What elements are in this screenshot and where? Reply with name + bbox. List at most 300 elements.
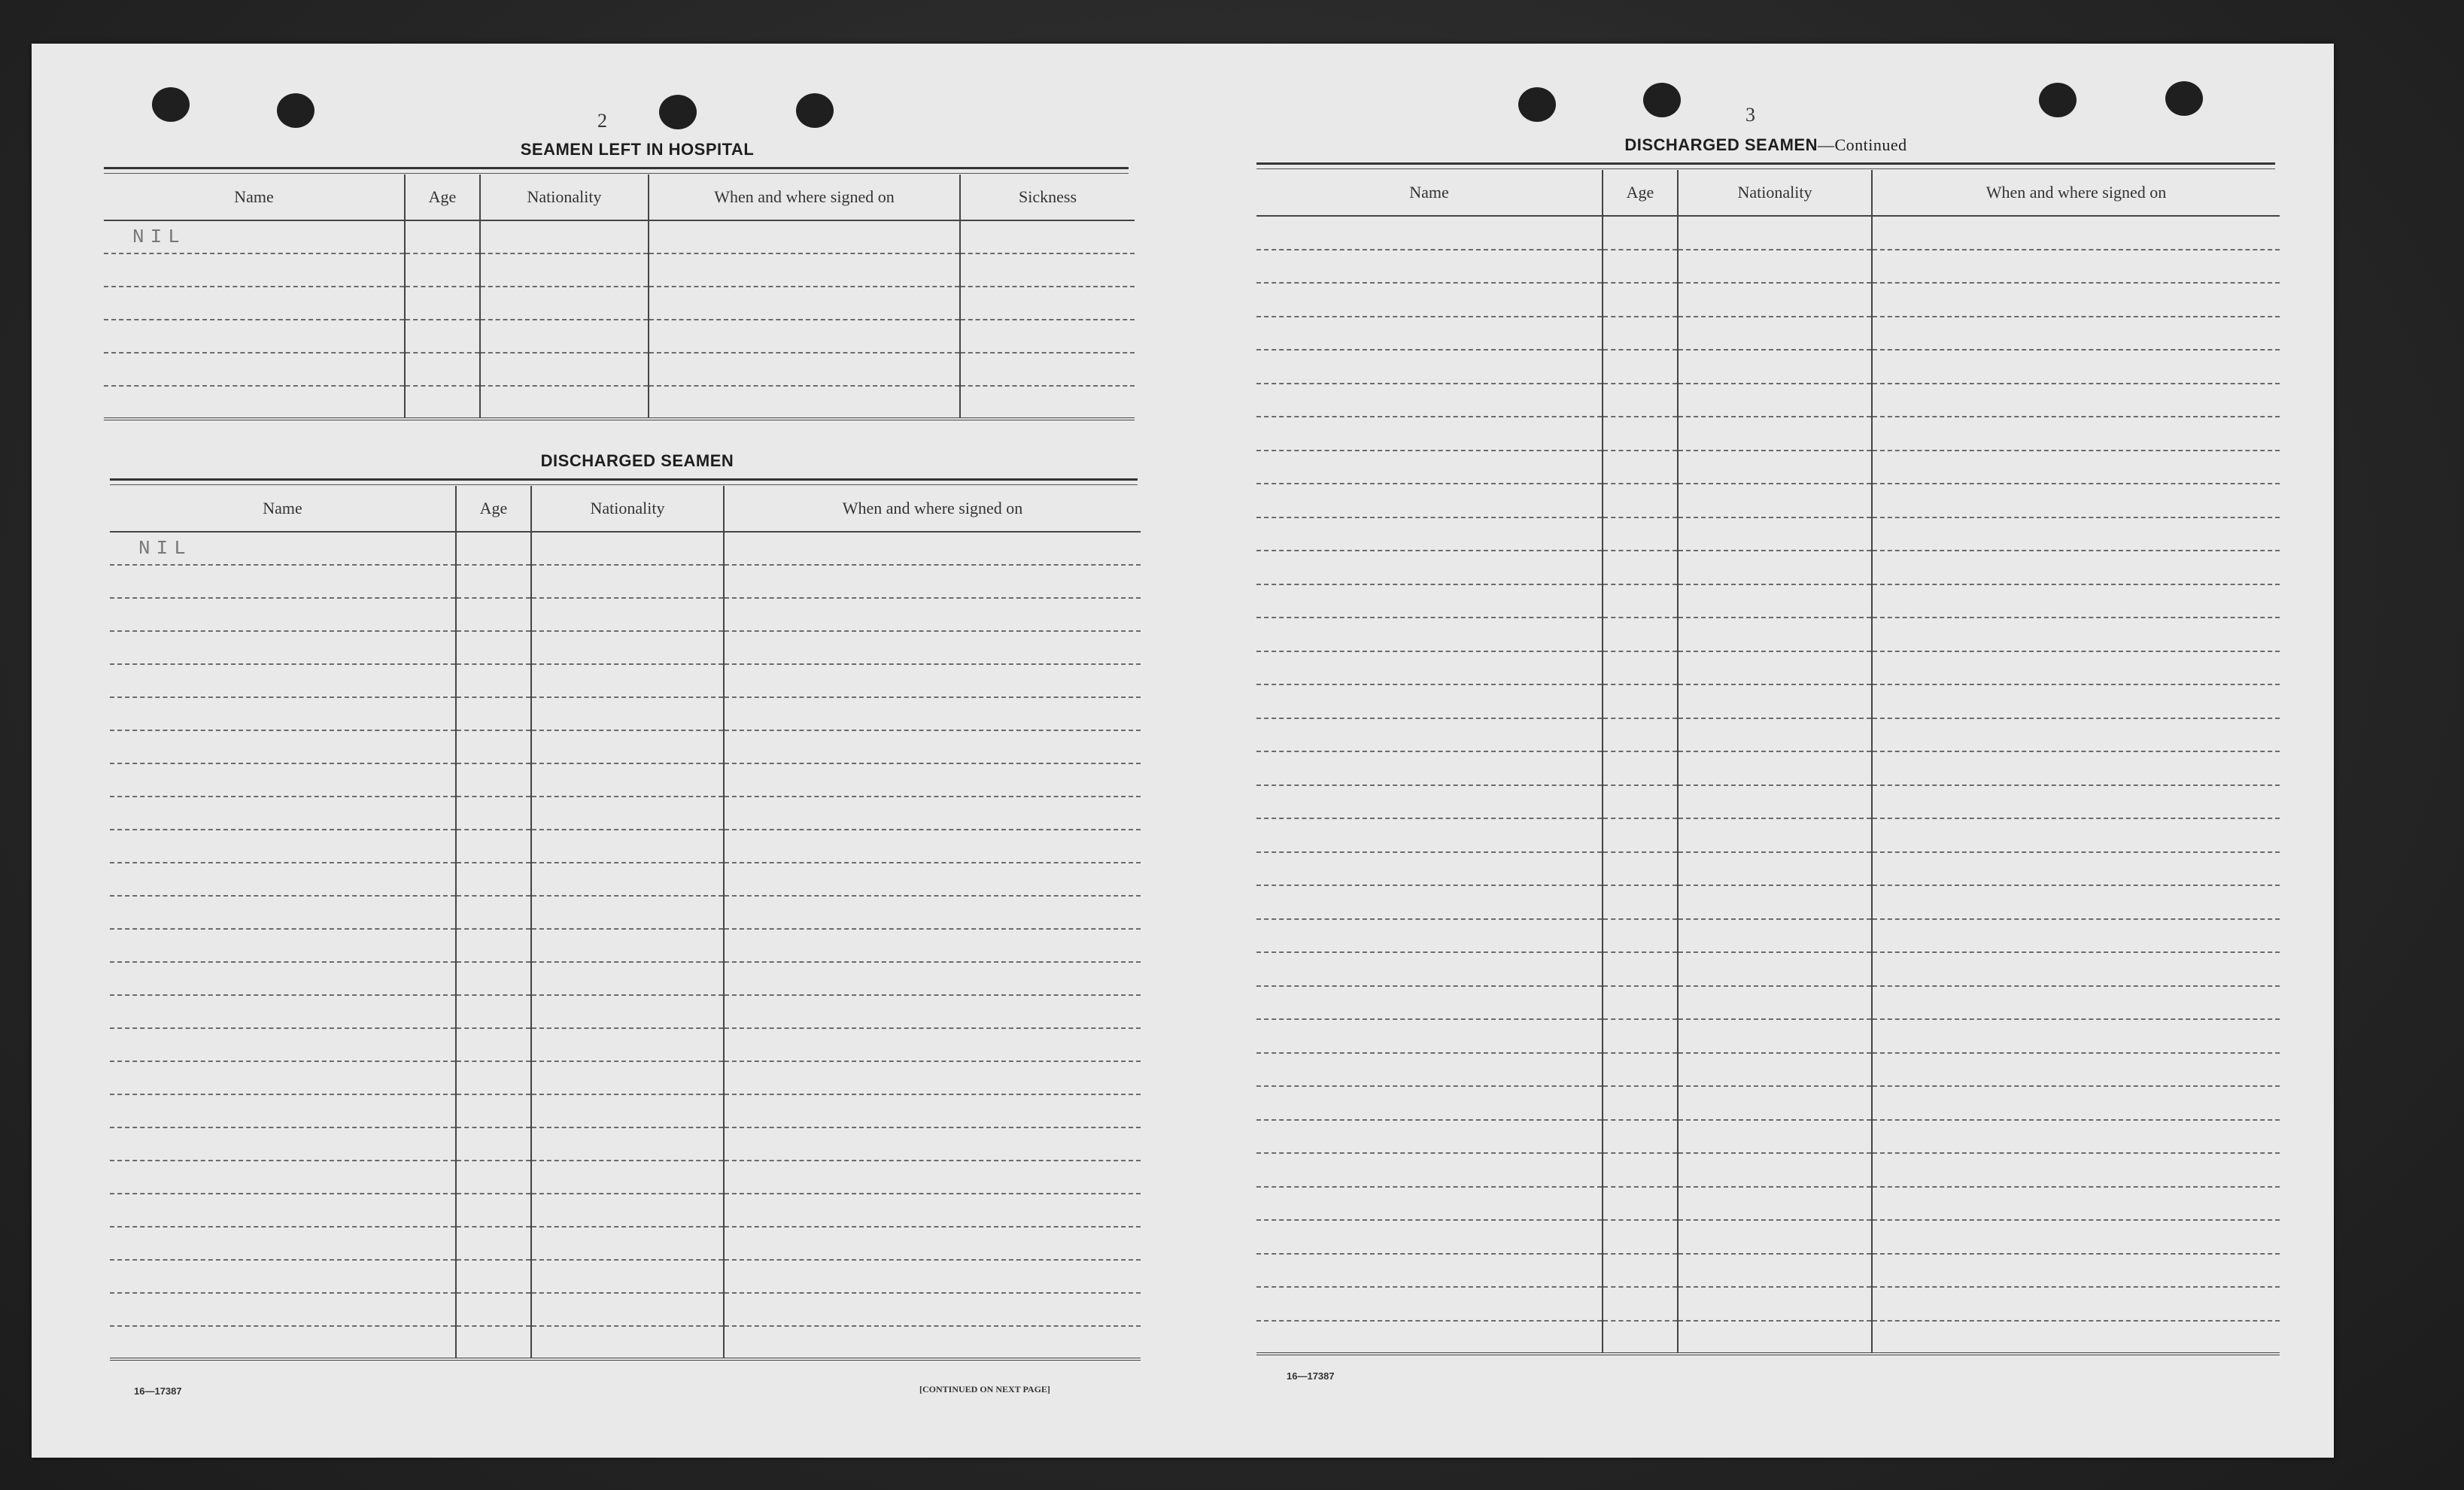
table-cell — [1256, 651, 1603, 685]
table-cell — [110, 1028, 456, 1061]
table-row — [1256, 852, 2280, 886]
table-cell — [480, 386, 649, 419]
table-cell — [1872, 417, 2280, 451]
table-cell — [1872, 1187, 2280, 1221]
table-cell — [456, 1161, 531, 1194]
table-cell — [531, 598, 724, 631]
table-cell — [1256, 417, 1603, 451]
table-cell — [110, 929, 456, 962]
table-cell — [456, 830, 531, 863]
punch-hole — [659, 95, 697, 129]
table-cell — [456, 1061, 531, 1094]
table-cell — [456, 1028, 531, 1061]
table-cell — [1872, 1019, 2280, 1053]
table-cell — [1872, 1120, 2280, 1154]
table-row — [104, 353, 1135, 386]
table-cell — [456, 962, 531, 995]
table-cell — [110, 763, 456, 797]
table-row — [1256, 952, 2280, 986]
table-cell — [1603, 350, 1678, 384]
table-cell — [531, 1194, 724, 1227]
table-cell — [1256, 684, 1603, 718]
table-cell — [1872, 1086, 2280, 1120]
table-cell — [1256, 919, 1603, 953]
table-cell — [110, 1194, 456, 1227]
table-cell — [1872, 216, 2280, 250]
table-cell — [480, 287, 649, 320]
table-cell — [110, 830, 456, 863]
table-cell — [1678, 350, 1872, 384]
table-row — [110, 1094, 1141, 1127]
table-cell — [110, 1326, 456, 1359]
table-row — [1256, 885, 2280, 919]
table-cell — [1603, 651, 1678, 685]
table-cell — [649, 386, 960, 419]
table-cell — [960, 220, 1135, 253]
table-cell — [724, 1028, 1141, 1061]
table-cell — [960, 353, 1135, 386]
column-header: Sickness — [960, 174, 1135, 220]
table-cell — [1678, 216, 1872, 250]
table-cell — [1256, 1287, 1603, 1321]
table-cell — [456, 730, 531, 763]
table-cell — [1872, 350, 2280, 384]
table-cell — [480, 253, 649, 287]
table-row — [1256, 718, 2280, 752]
table-cell — [724, 763, 1141, 797]
table-cell — [405, 287, 480, 320]
table-cell — [1603, 785, 1678, 819]
table-cell — [456, 532, 531, 565]
table-cell — [724, 1161, 1141, 1194]
table-cell — [1603, 818, 1678, 852]
discharged-section-title: DISCHARGED SEAMEN — [540, 451, 734, 470]
discharged-continued-title — [1521, 135, 2010, 155]
table-cell — [1603, 1220, 1678, 1254]
table-row — [104, 220, 1135, 253]
table-row — [110, 697, 1141, 730]
table-cell — [531, 830, 724, 863]
table-row — [104, 287, 1135, 320]
table-row — [1256, 350, 2280, 384]
table-cell — [1872, 852, 2280, 886]
page-number: 2 — [597, 110, 607, 132]
table-cell — [456, 598, 531, 631]
table-cell — [1872, 1220, 2280, 1254]
table-cell — [456, 1194, 531, 1227]
table-cell — [724, 730, 1141, 763]
table-cell — [110, 1260, 456, 1293]
table-cell — [1256, 1321, 1603, 1355]
table-cell — [531, 1028, 724, 1061]
table-cell — [1256, 1120, 1603, 1154]
table-row — [110, 830, 1141, 863]
table-cell — [1603, 384, 1678, 417]
table-row — [1256, 551, 2280, 584]
table-cell — [1678, 417, 1872, 451]
table-row — [1256, 618, 2280, 651]
table-cell — [1256, 618, 1603, 651]
punch-hole — [2039, 83, 2077, 117]
table-cell — [110, 995, 456, 1028]
column-header: When and where signed on — [649, 174, 960, 220]
table-cell — [456, 995, 531, 1028]
table-cell — [649, 353, 960, 386]
table-cell — [1872, 384, 2280, 417]
table-cell — [1678, 718, 1872, 752]
table-cell — [1678, 484, 1872, 517]
table-cell — [110, 1293, 456, 1326]
table-cell — [1256, 250, 1603, 284]
header-row — [104, 174, 1135, 220]
table-cell — [1872, 484, 2280, 517]
table-cell — [1603, 250, 1678, 284]
table-cell — [1603, 718, 1678, 752]
table-cell — [724, 631, 1141, 664]
form-number: 16—17387 — [1287, 1370, 1335, 1382]
table-cell — [1256, 584, 1603, 618]
table-cell — [104, 320, 405, 353]
table-cell — [1603, 1153, 1678, 1187]
table-cell — [1678, 250, 1872, 284]
table-cell — [531, 664, 724, 697]
punch-hole — [2165, 81, 2203, 116]
table-cell — [1872, 718, 2280, 752]
table-row — [1256, 751, 2280, 785]
table-cell — [531, 1260, 724, 1293]
table-row — [1256, 451, 2280, 484]
table-cell — [1678, 551, 1872, 584]
table-row — [110, 1326, 1141, 1359]
table-cell — [456, 1127, 531, 1161]
table-cell — [405, 220, 480, 253]
table-cell — [1678, 451, 1872, 484]
table-cell — [1603, 986, 1678, 1020]
table-row — [1256, 1120, 2280, 1154]
table-cell — [1603, 1053, 1678, 1087]
table-cell — [456, 1227, 531, 1260]
table-row — [110, 1260, 1141, 1293]
table-cell — [724, 1194, 1141, 1227]
table-cell — [110, 1127, 456, 1161]
header-row — [110, 486, 1141, 532]
form-number: 16—17387 — [134, 1385, 182, 1397]
table-cell — [724, 598, 1141, 631]
table-cell — [531, 896, 724, 929]
table-cell — [110, 1227, 456, 1260]
table-cell — [1678, 1220, 1872, 1254]
table-cell — [531, 1326, 724, 1359]
table-row — [1256, 785, 2280, 819]
table-row — [1256, 1321, 2280, 1355]
table-cell — [110, 631, 456, 664]
table-cell — [1603, 451, 1678, 484]
table-cell — [531, 1061, 724, 1094]
table-cell — [724, 697, 1141, 730]
table-cell — [456, 797, 531, 830]
table-cell — [1872, 1254, 2280, 1288]
table-cell — [1603, 517, 1678, 551]
table-cell — [531, 995, 724, 1028]
table-cell — [531, 863, 724, 896]
table-row — [1256, 1019, 2280, 1053]
column-header: When and where signed on — [724, 486, 1141, 532]
table-cell — [531, 532, 724, 565]
table-cell — [1872, 986, 2280, 1020]
table-row — [110, 896, 1141, 929]
table-cell — [110, 1061, 456, 1094]
table-cell — [531, 1293, 724, 1326]
table-cell — [1256, 1187, 1603, 1221]
table-cell — [724, 797, 1141, 830]
table-cell — [1678, 1086, 1872, 1120]
table-row — [110, 1061, 1141, 1094]
table-row — [1256, 919, 2280, 953]
table-cell — [1256, 551, 1603, 584]
table-cell — [480, 220, 649, 253]
table-cell — [1603, 852, 1678, 886]
table-cell — [110, 730, 456, 763]
table-cell — [1872, 751, 2280, 785]
table-cell — [456, 863, 531, 896]
table-row — [110, 863, 1141, 896]
table-cell — [104, 253, 405, 287]
table-cell — [1603, 1321, 1678, 1355]
table-cell — [480, 353, 649, 386]
document-sheet — [32, 44, 2334, 1458]
table-cell — [1603, 919, 1678, 953]
table-row — [1256, 1254, 2280, 1288]
table-cell — [724, 1293, 1141, 1326]
table-cell — [104, 287, 405, 320]
table-cell — [1872, 250, 2280, 284]
table-cell — [531, 763, 724, 797]
table-cell — [724, 664, 1141, 697]
table-cell — [724, 962, 1141, 995]
section-rule — [1256, 162, 2275, 169]
table-cell — [1603, 885, 1678, 919]
table-cell — [1256, 484, 1603, 517]
table-cell — [531, 929, 724, 962]
table-row — [104, 320, 1135, 353]
title-main: DISCHARGED SEAMEN — [1624, 135, 1818, 154]
table-row — [110, 730, 1141, 763]
table-row — [1256, 283, 2280, 317]
nil-entry: NIL — [110, 532, 456, 565]
table-cell — [1603, 1086, 1678, 1120]
table-cell — [1256, 986, 1603, 1020]
table-cell — [1678, 1254, 1872, 1288]
table-cell — [1603, 751, 1678, 785]
table-row — [110, 995, 1141, 1028]
table-cell — [1256, 216, 1603, 250]
table-row — [110, 532, 1141, 565]
table-cell — [1603, 1120, 1678, 1154]
table-cell — [1603, 216, 1678, 250]
table-row — [104, 386, 1135, 419]
table-cell — [1678, 1120, 1872, 1154]
table-cell — [724, 929, 1141, 962]
table-row — [1256, 317, 2280, 350]
table-cell — [1872, 1153, 2280, 1187]
table-cell — [1256, 718, 1603, 752]
table-row — [1256, 216, 2280, 250]
table-cell — [724, 1061, 1141, 1094]
table-cell — [649, 253, 960, 287]
table-cell — [724, 1127, 1141, 1161]
column-header: When and where signed on — [1872, 170, 2280, 216]
table-cell — [1256, 1053, 1603, 1087]
table-cell — [405, 253, 480, 287]
table-cell — [1872, 551, 2280, 584]
table-cell — [110, 565, 456, 598]
table-cell — [1603, 317, 1678, 350]
table-cell — [531, 565, 724, 598]
table-cell — [1678, 684, 1872, 718]
column-header: Age — [405, 174, 480, 220]
table-cell — [1256, 317, 1603, 350]
table-row — [110, 598, 1141, 631]
punch-hole — [796, 93, 834, 128]
table-row — [110, 797, 1141, 830]
table-cell — [1872, 283, 2280, 317]
table-row — [110, 763, 1141, 797]
table-row — [1256, 250, 2280, 284]
table-cell — [531, 631, 724, 664]
table-cell — [724, 1094, 1141, 1127]
table-row — [1256, 1220, 2280, 1254]
section-rule — [110, 478, 1138, 485]
table-cell — [1256, 952, 1603, 986]
table-cell — [1256, 1019, 1603, 1053]
table-cell — [1256, 785, 1603, 819]
table-cell — [1872, 785, 2280, 819]
table-row — [110, 664, 1141, 697]
table-cell — [724, 1260, 1141, 1293]
table-cell — [110, 797, 456, 830]
table-cell — [1603, 1287, 1678, 1321]
table-cell — [110, 598, 456, 631]
table-cell — [1603, 417, 1678, 451]
table-cell — [405, 386, 480, 419]
table-cell — [1603, 618, 1678, 651]
table-cell — [1872, 651, 2280, 685]
table-cell — [456, 565, 531, 598]
table-cell — [104, 386, 405, 419]
table-cell — [1678, 1321, 1872, 1355]
table-cell — [724, 863, 1141, 896]
column-header: Name — [1256, 170, 1603, 216]
column-header: Nationality — [480, 174, 649, 220]
table-cell — [456, 697, 531, 730]
table-cell — [1678, 517, 1872, 551]
table-row — [110, 1293, 1141, 1326]
table-cell — [1678, 1287, 1872, 1321]
table-cell — [1678, 986, 1872, 1020]
table-cell — [1256, 517, 1603, 551]
table-row — [1256, 818, 2280, 852]
table-cell — [1872, 952, 2280, 986]
column-header: Nationality — [1678, 170, 1872, 216]
table-cell — [1603, 484, 1678, 517]
table-cell — [1872, 1287, 2280, 1321]
table-cell — [649, 320, 960, 353]
table-cell — [1603, 1254, 1678, 1288]
table-row — [104, 253, 1135, 287]
column-header: Name — [104, 174, 405, 220]
table-cell — [1872, 919, 2280, 953]
table-cell — [960, 320, 1135, 353]
table-cell — [531, 1127, 724, 1161]
table-cell — [724, 896, 1141, 929]
table-cell — [724, 1227, 1141, 1260]
table-cell — [1256, 852, 1603, 886]
table-cell — [1678, 1187, 1872, 1221]
table-cell — [1678, 1019, 1872, 1053]
table-cell — [405, 320, 480, 353]
table-cell — [649, 287, 960, 320]
table-cell — [456, 929, 531, 962]
table-cell — [1256, 1254, 1603, 1288]
table-cell — [1256, 283, 1603, 317]
table-row — [1256, 517, 2280, 551]
table-cell — [1678, 852, 1872, 886]
table-cell — [104, 353, 405, 386]
table-cell — [456, 763, 531, 797]
hospital-section-title: SEAMEN LEFT IN HOSPITAL — [520, 140, 755, 159]
table-cell — [531, 797, 724, 830]
table-cell — [110, 1161, 456, 1194]
table-cell — [1872, 1321, 2280, 1355]
table-cell — [531, 697, 724, 730]
table-cell — [1678, 751, 1872, 785]
table-cell — [480, 320, 649, 353]
table-row — [1256, 684, 2280, 718]
punch-hole — [1518, 87, 1556, 122]
table-cell — [1678, 919, 1872, 953]
table-cell — [724, 565, 1141, 598]
table-cell — [110, 664, 456, 697]
table-row — [110, 1227, 1141, 1260]
table-cell — [110, 1094, 456, 1127]
table-cell — [1678, 384, 1872, 417]
table-cell — [456, 1326, 531, 1359]
table-cell — [724, 995, 1141, 1028]
table-cell — [456, 1260, 531, 1293]
table-cell — [110, 863, 456, 896]
table-cell — [1678, 1153, 1872, 1187]
hospital-table — [104, 174, 1135, 420]
header-row — [1256, 170, 2280, 216]
table-cell — [649, 220, 960, 253]
table-cell — [456, 664, 531, 697]
table-cell — [1678, 785, 1872, 819]
table-cell — [960, 287, 1135, 320]
table-cell — [1872, 684, 2280, 718]
table-cell — [960, 386, 1135, 419]
table-cell — [531, 1161, 724, 1194]
table-row — [1256, 1287, 2280, 1321]
punch-hole — [152, 87, 190, 122]
table-cell — [456, 1293, 531, 1326]
table-cell — [1872, 618, 2280, 651]
section-rule — [104, 167, 1129, 174]
table-row — [110, 1127, 1141, 1161]
table-cell — [724, 532, 1141, 565]
table-cell — [1603, 1019, 1678, 1053]
table-cell — [1678, 1053, 1872, 1087]
column-header: Nationality — [531, 486, 724, 532]
